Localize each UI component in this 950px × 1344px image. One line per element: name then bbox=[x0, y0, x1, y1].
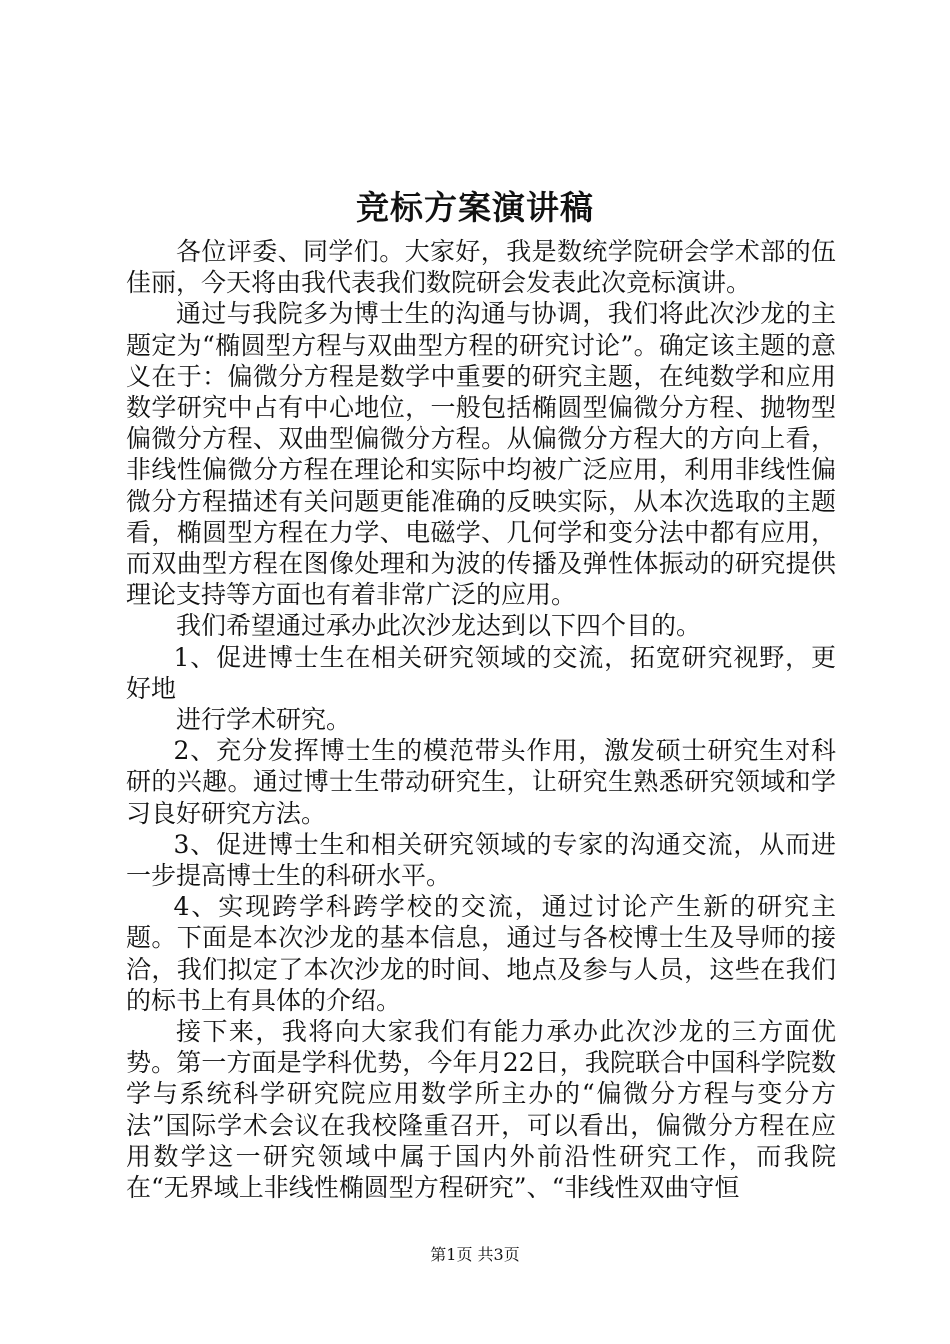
page-footer: 第1页 共3页 bbox=[430, 1245, 520, 1264]
paragraph-advantages: 接下来，我将向大家我们有能力承办此次沙龙的三方面优势。第一方面是学科优势，今年月22日，我院联合中国科学院数学与系统科学研究院应用数学所主办的“偏微分方程与变分方法”国际学术会议在我校隆重召开，可以看出，偏微分方程在应用数学这一研究领域中属于国内外前沿性研究工作，而我院在“无界域上非线性椭圆型方程研究”、“非线性双曲守恒 bbox=[126, 1017, 836, 1203]
paragraph-goal-3: 3、促进博士生和相关研究领域的专家的沟通交流，从而进一步提高博士生的科研水平。 bbox=[126, 829, 836, 891]
paragraph-greeting: 各位评委、同学们。大家好，我是数统学院研会学术部的伍佳丽，今天将由我代表我们数院研会发表此次竞标演讲。 bbox=[126, 237, 836, 298]
paragraph-goals-intro: 我们希望通过承办此次沙龙达到以下四个目的。 bbox=[176, 611, 702, 641]
paragraph-goal-2: 2、充分发挥博士生的模范带头作用，激发硕士研究生对科研的兴趣。通过博士生带动研究生，让研究生熟悉研究领域和学习良好研究方法。 bbox=[126, 736, 836, 828]
paragraph-goal-1: 1、促进博士生在相关研究领域的交流，拓宽研究视野，更好地 bbox=[126, 642, 836, 703]
paragraph-theme: 通过与我院多为博士生的沟通与协调，我们将此次沙龙的主题定为“椭圆型方程与双曲型方程的研究讨论”。确定该主题的意义在于：偏微分方程是数学中重要的研究主题，在纯数学和应用数学研究中占有中心地位，一般包括椭圆型偏微分方程、抛物型偏微分方程、双曲型偏微分方程。从偏微分方程大的方向上看，非线性偏微分方程在理论和实际中均被广泛应用，利用非线性偏微分方程描述有关问题更能准确的反映实际，从本次选取的主题看，椭圆型方程在力学、电磁学、几何学和变分法中都有应用，而双曲型方程在图像处理和为波的传播及弹性体振动的研究提供理论支持等方面也有着非常广泛的应用。 bbox=[126, 299, 836, 610]
paragraph-goal-1-continued: 进行学术研究。 bbox=[176, 705, 352, 735]
document-title: 竞标方案演讲稿 bbox=[356, 188, 594, 227]
document-body bbox=[126, 236, 836, 1203]
paragraph-goal-4: 4、实现跨学科跨学校的交流，通过讨论产生新的研究主题。下面是本次沙龙的基本信息，通过与各校博士生及导师的接洽，我们拟定了本次沙龙的时间、地点及参与人员，这些在我们的标书上有具体的介绍。 bbox=[126, 892, 836, 1015]
